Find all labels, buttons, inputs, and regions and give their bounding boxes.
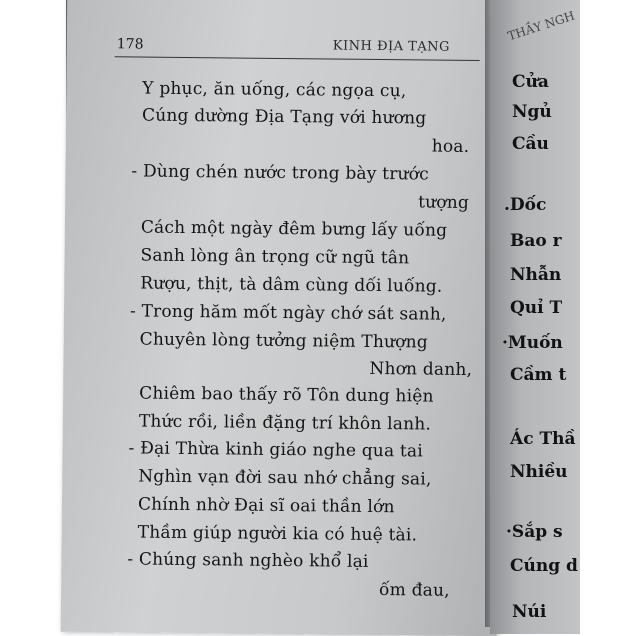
right-text-line: Núi — [512, 602, 547, 622]
text-line: ốm đau, — [379, 580, 450, 601]
text-line: Sanh lòng ân trọng cữ ngũ tân — [140, 245, 410, 269]
text-line: Nghìn vạn đời sau nhớ chẳng sai, — [138, 466, 432, 490]
running-title: KINH ĐỊA TẠNG — [332, 38, 451, 55]
right-text-line: Cầu — [512, 134, 549, 154]
text-line: Chuyên lòng tưởng niệm Thượng — [139, 329, 428, 353]
right-text-line: Ngủ — [512, 102, 552, 122]
right-text-line: Cúng d — [510, 556, 578, 576]
right-text-line: ·Muốn — [502, 333, 563, 353]
right-text-line: ·Sắp s — [506, 522, 563, 542]
right-text-line: Cầm t — [510, 365, 567, 385]
text-line: - Đại Thừa kinh giáo nghe qua tai — [128, 438, 424, 462]
text-line: - Chúng sanh nghèo khổ lại — [127, 549, 369, 572]
right-text-line: .Dốc — [504, 195, 547, 215]
text-line: Chiêm bao thấy rõ Tôn dung hiện — [139, 383, 434, 407]
page-number: 178 — [116, 36, 144, 53]
right-text-line: Cửa — [512, 72, 549, 92]
text-line: Thầm giúp người kia có huệ tài. — [137, 522, 418, 546]
right-text-line: Nhiều — [510, 462, 568, 482]
right-text-line: Ác Thầ — [510, 429, 576, 449]
text-line: hoa. — [431, 136, 470, 157]
text-line: Nhơn danh, — [369, 358, 473, 380]
text-line: Chính nhờ Đại sĩ oai thần lớn — [137, 494, 395, 518]
text-line: Rượu, thịt, tà dâm cùng dối luống. — [140, 273, 443, 297]
text-line: Cúng dường Địa Tạng với hương — [141, 105, 427, 129]
header-rule — [115, 56, 480, 61]
text-line: Cách một ngày đêm bưng lấy uống — [140, 217, 448, 241]
text-line: - Trong hăm mốt ngày chớ sát sanh, — [129, 301, 447, 325]
right-text-line: Nhẫn — [510, 265, 562, 285]
left-page — [61, 0, 504, 636]
right-text-line: Bao r — [510, 231, 562, 251]
text-line: - Dùng chén nước trong bày trước — [131, 161, 429, 185]
right-text-line: Quỉ T — [510, 298, 563, 318]
text-line: tượng — [418, 192, 470, 213]
book-photo — [66, 0, 578, 627]
right-running-title: THẦY NGH — [506, 8, 577, 44]
text-line: Y phục, ăn uống, các ngọa cụ, — [142, 78, 407, 102]
text-line: Thức rồi, liền đặng trí khôn lanh. — [138, 411, 432, 435]
